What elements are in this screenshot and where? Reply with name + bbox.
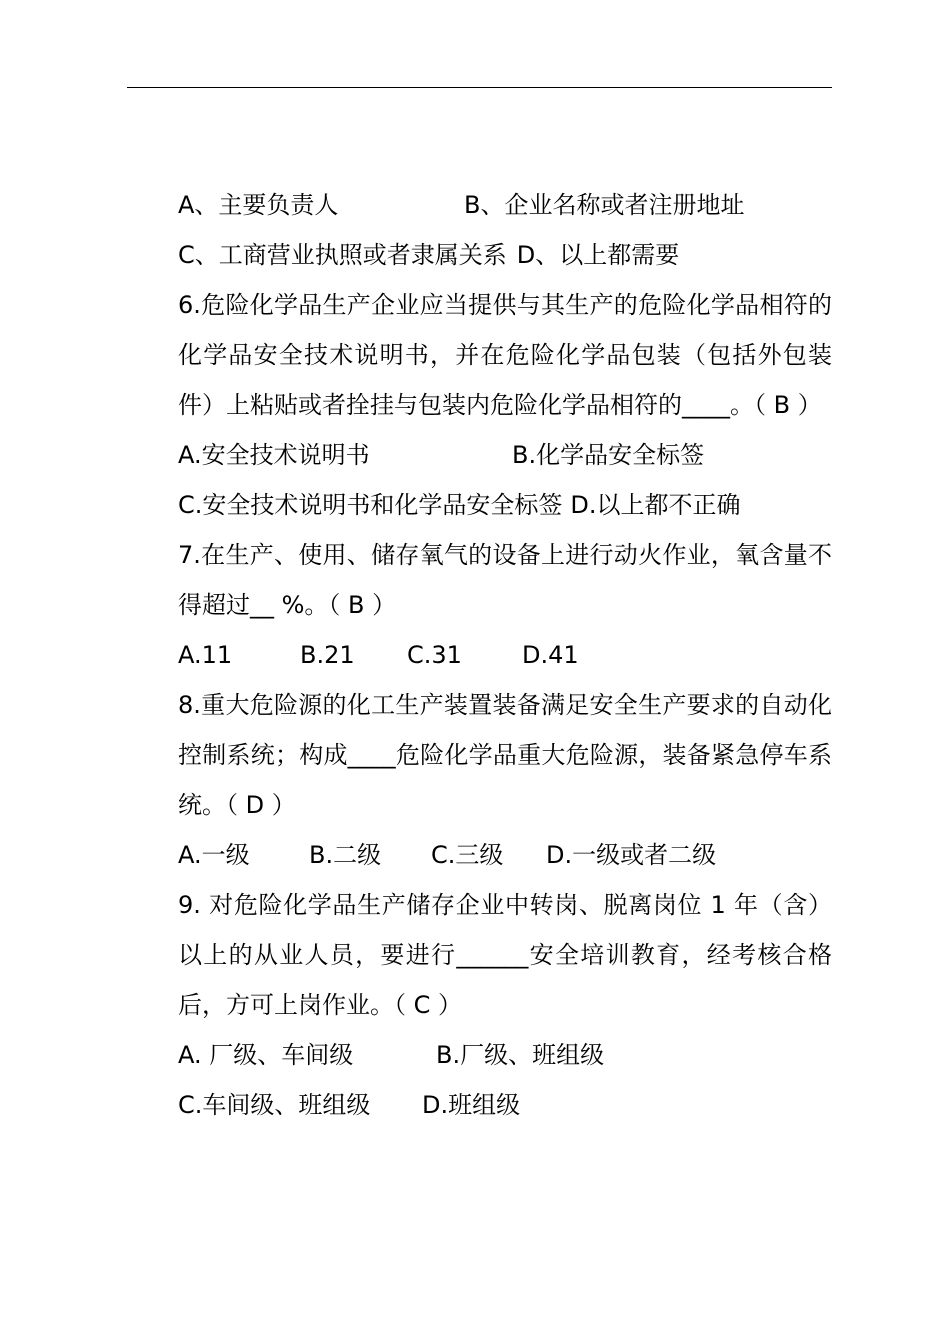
q7-option-c: C.31: [407, 641, 462, 669]
q7-option-a: A.11: [178, 641, 233, 669]
q8-option-a: A.一级: [178, 841, 250, 869]
q5-option-b: B、企业名称或者注册地址: [464, 191, 745, 219]
q9-options-row-2: [127, 1080, 832, 1130]
q6-options-row-1: [127, 430, 832, 480]
q6-options-row-2: [127, 480, 832, 530]
q5-options-row-1: [127, 180, 832, 230]
q6-option-b: B.化学品安全标签: [512, 441, 705, 469]
q5-options-row-2: [127, 230, 832, 280]
q5-option-d: D、以上都需要: [516, 241, 680, 269]
q8-options-row: [127, 830, 832, 880]
q5-option-c: C、工商营业执照或者隶属关系: [178, 241, 507, 269]
q7-option-b: B.21: [300, 641, 355, 669]
document-body: [127, 180, 832, 1130]
q9-options-row-1: [127, 1030, 832, 1080]
q6-stem: 6.危险化学品生产企业应当提供与其生产的危险化学品相符的化学品安全技术说明书，并在危险化学品包装（包括外包装件）上粘贴或者拴挂与包装内危险化学品相符的____。（ B ）: [178, 291, 832, 419]
q7-stem: 7.在生产、使用、储存氧气的设备上进行动火作业，氧含量不得超过__ %。（ B ）: [178, 541, 832, 619]
q8-option-c: C.三级: [431, 841, 504, 869]
q8-option-d: D.一级或者二级: [546, 841, 717, 869]
q9-option-d: D.班组级: [422, 1091, 521, 1119]
q8-option-b: B.二级: [309, 841, 382, 869]
q6-option-a: A.安全技术说明书: [178, 441, 370, 469]
q9-stem: 9. 对危险化学品生产储存企业中转岗、脱离岗位 1 年（含）以上的从业人员，要进行______安全培训教育，经考核合格后，方可上岗作业。（ C ）: [178, 891, 832, 1019]
q9-option-c: C.车间级、班组级: [178, 1091, 371, 1119]
q6-option-c: C.安全技术说明书和化学品安全标签: [178, 491, 563, 519]
q8-stem: 8.重大危险源的化工生产装置装备满足安全生产要求的自动化控制系统；构成____危险化学品重大危险源，装备紧急停车系统。（ D ）: [178, 691, 832, 819]
header-rule: [127, 87, 832, 88]
q6-option-d: D.以上都不正确: [570, 491, 741, 519]
q9-option-a: A. 厂级、车间级: [178, 1041, 354, 1069]
q5-option-a: A、主要负责人: [178, 191, 339, 219]
q7-option-d: D.41: [522, 641, 579, 669]
q7-options-row: [127, 630, 832, 680]
q9-option-b: B.厂级、班组级: [436, 1041, 605, 1069]
